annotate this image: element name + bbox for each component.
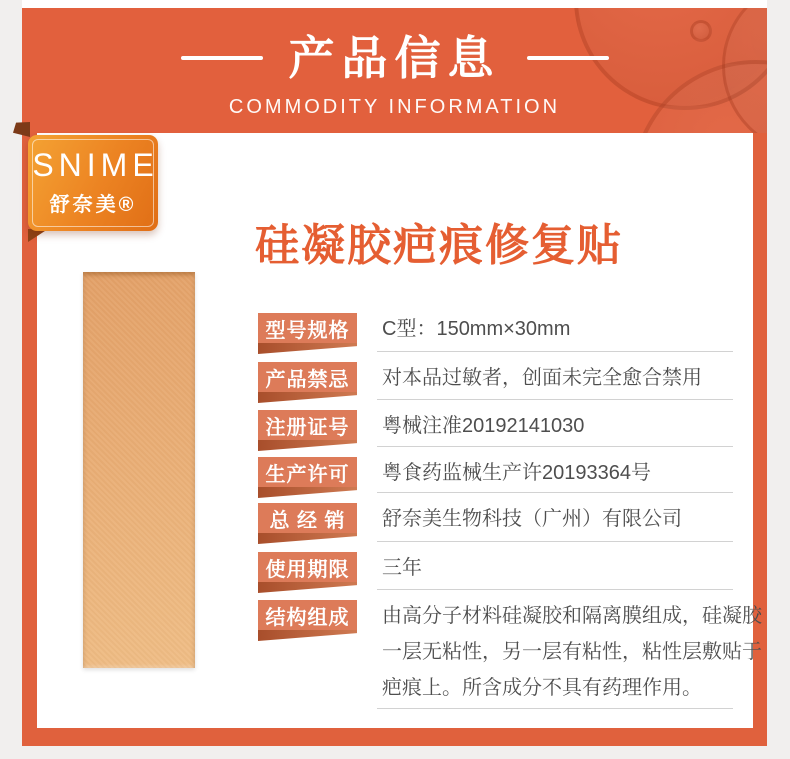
- card-frame-bottom: [22, 728, 767, 746]
- spec-value: 粤食药监械生产许20193364号: [382, 462, 651, 484]
- spec-label: 型号规格: [265, 319, 350, 342]
- spec-label: 注册证号: [265, 416, 350, 439]
- top-margin-strip: [22, 0, 767, 8]
- banner-subtitle: COMMODITY INFORMATION: [228, 96, 561, 118]
- row-divider: [377, 541, 733, 542]
- header-banner: [22, 8, 767, 133]
- row-divider: [377, 589, 733, 590]
- spec-label: 生产许可: [265, 463, 350, 486]
- title-dash-left: [181, 56, 263, 60]
- row-divider: [377, 399, 733, 400]
- brand-badge: [28, 135, 158, 231]
- spec-value: 对本品过敏者，创面未完全愈合禁用: [382, 367, 702, 389]
- spec-label-ribbon: [258, 503, 357, 533]
- row-divider: [377, 492, 733, 493]
- badge-ribbon-fold-top: [13, 122, 30, 137]
- spec-value: 由高分子材料硅凝胶和隔离膜组成，硅凝胶一层无粘性，另一层有粘性，粘性层敷贴于疤痕上。所含成分不具有药理作用。: [382, 605, 762, 699]
- product-photo-silicone-patch: [83, 272, 195, 668]
- spec-label-ribbon: [258, 313, 357, 343]
- spec-label: 使用期限: [265, 558, 350, 581]
- brand-name-en: SNIME: [32, 146, 159, 183]
- spec-label: 总 经 销: [269, 509, 346, 532]
- title-dash-right: [527, 56, 609, 60]
- spec-value: 粤械注准20192141030: [382, 415, 585, 437]
- spec-label-ribbon: [258, 457, 357, 487]
- spec-value: 三年: [382, 557, 422, 579]
- row-divider: [377, 708, 733, 709]
- row-divider: [377, 351, 733, 352]
- row-divider: [377, 446, 733, 447]
- spec-label-ribbon: [258, 410, 357, 440]
- banner-title-row: [22, 32, 767, 84]
- banner-title: 产品信息: [288, 32, 501, 84]
- spec-label-ribbon: [258, 552, 357, 582]
- spec-label: 结构组成: [265, 606, 350, 629]
- spec-label: 产品禁忌: [265, 368, 350, 391]
- spec-label-ribbon: [258, 362, 357, 392]
- spec-value: 舒奈美生物科技（广州）有限公司: [382, 508, 682, 530]
- brand-name-zh: 舒奈美®: [49, 194, 137, 217]
- spec-label-ribbon: [258, 600, 357, 630]
- product-title: 硅凝胶疤痕修复贴: [255, 221, 623, 270]
- spec-value: C型：150mm×30mm: [382, 318, 571, 340]
